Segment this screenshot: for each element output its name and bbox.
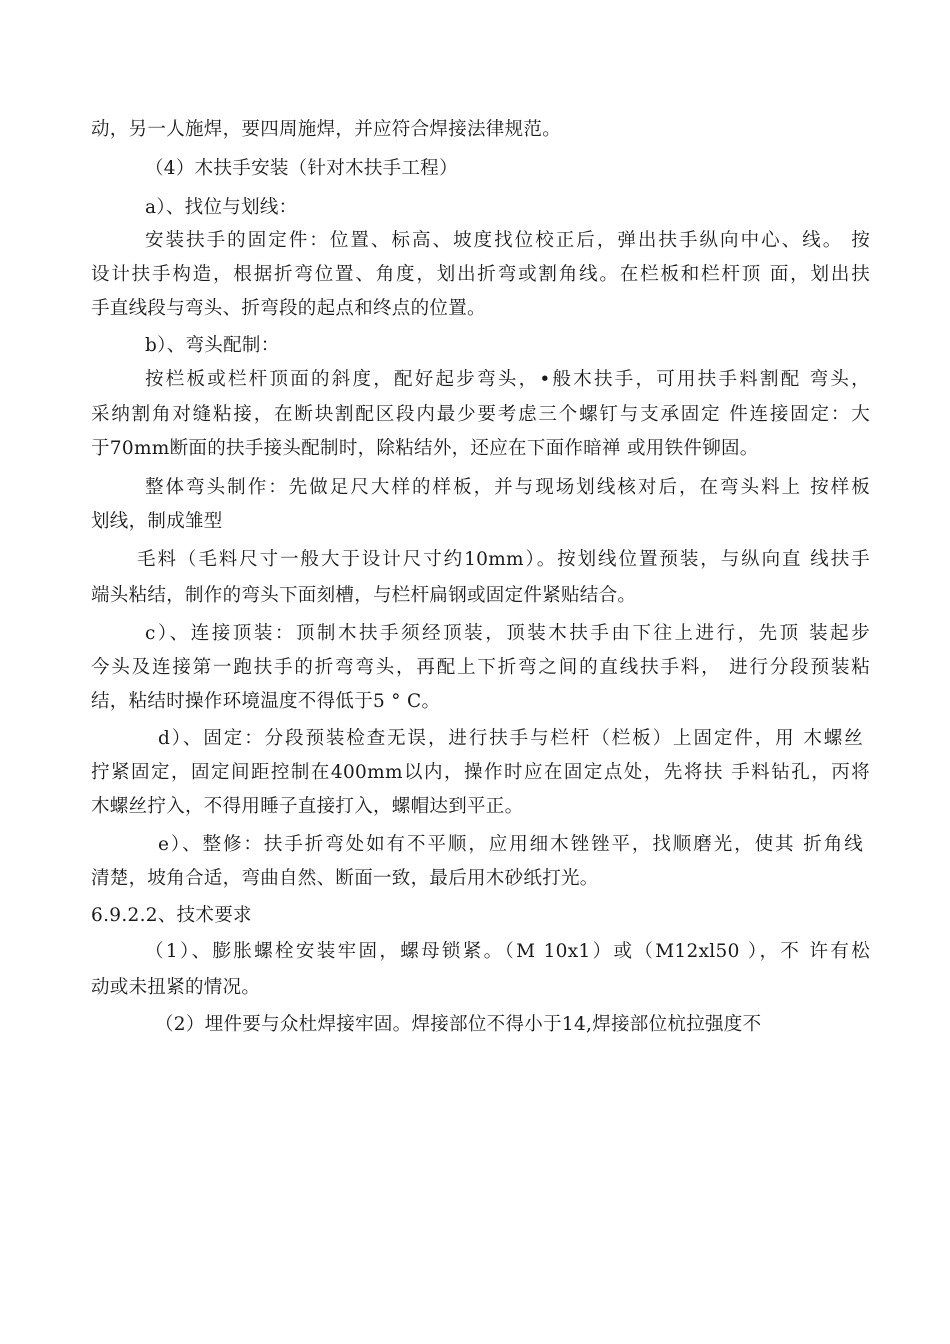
text-line: 手直线段与弯头、折弯段的起点和终点的位置。 bbox=[91, 298, 486, 319]
subsection-heading: a）、找位与划线： bbox=[145, 197, 298, 218]
text-line: 动，另一人施焊，要四周施焊，并应符合焊接法律规范。 bbox=[91, 119, 562, 140]
text-line: 拧紧固定，固定间距控制在400mm以内，操作时应在固定点处，先将扶 手料钻孔，丙将 bbox=[91, 762, 870, 783]
text-line: （1）、膨胀螺栓安装牢固，螺母锁紧。（M 10x1）或（M12xl50 ），不 许有松 bbox=[145, 941, 870, 962]
text-line: 于70mm断面的扶手接头配制时，除粘结外，还应在下面作暗禅 或用铁件铆固。 bbox=[91, 438, 759, 459]
text-line: 端头粘结，制作的弯头下面刻槽，与栏杆扁钢或固定件紧贴结合。 bbox=[91, 585, 637, 606]
section-heading: 6.9.2.2、技术要求 bbox=[91, 905, 252, 926]
text-line: （2）埋件要与众杜焊接牢固。焊接部位不得小于14,焊接部位杭拉强度不 bbox=[155, 1014, 762, 1035]
text-line: 清楚，坡角合适，弯曲自然、断面一致，最后用木砂纸打光。 bbox=[91, 868, 599, 889]
text-line: 设计扶手构造，根据折弯位置、角度，划出折弯或割角线。在栏板和栏杆顶 面，划出扶 bbox=[91, 264, 870, 285]
text-line: 木螺丝拧入，不得用睡子直接打入，螺帽达到平正。 bbox=[91, 796, 524, 817]
text-line: 整体弯头制作：先做足尺大样的样板，并与现场划线核对后，在弯头料上 按样板 bbox=[145, 477, 870, 498]
text-line: 结，粘结时操作环境温度不得低于5 ° C。 bbox=[91, 691, 441, 712]
text-line: 划线，制成雏型 bbox=[91, 511, 223, 532]
text-line: 毛料（毛料尺寸一般大于设计尺寸约10mm）。按划线位置预装，与纵向直 线扶手 bbox=[137, 549, 870, 570]
subsection-heading: b）、弯头配制： bbox=[145, 335, 280, 356]
section-heading: （4）木扶手安装（针对木扶手工程） bbox=[145, 158, 458, 179]
text-line: 安装扶手的固定件：位置、标高、坡度找位校正后，弹出扶手纵向中心、线。 按 bbox=[145, 230, 870, 251]
text-line: c）、连接顶装：顶制木扶手须经顶装，顶装木扶手由下往上进行，先顶 装起步 bbox=[145, 623, 870, 644]
text-line: 按栏板或栏杆顶面的斜度，配好起步弯头，•般木扶手，可用扶手料割配 弯头， bbox=[145, 369, 870, 390]
text-line: 动或未扭紧的情况。 bbox=[91, 977, 261, 998]
text-line: e）、整修：扶手折弯处如有不平顺，应用细木锉锉平，找顺磨光，使其 折角线 bbox=[158, 834, 863, 855]
text-line: 采纳割角对缝粘接，在断块割配区段内最少要考虑三个螺钉与支承固定 件连接固定：大 bbox=[91, 404, 870, 425]
text-line: 今头及连接第一跑扶手的折弯弯头，再配上下折弯之间的直线扶手料， 进行分段预装粘 bbox=[91, 657, 870, 678]
text-line: d）、固定：分段预装检查无误，进行扶手与栏杆（栏板）上固定件，用 木螺丝 bbox=[158, 728, 863, 749]
